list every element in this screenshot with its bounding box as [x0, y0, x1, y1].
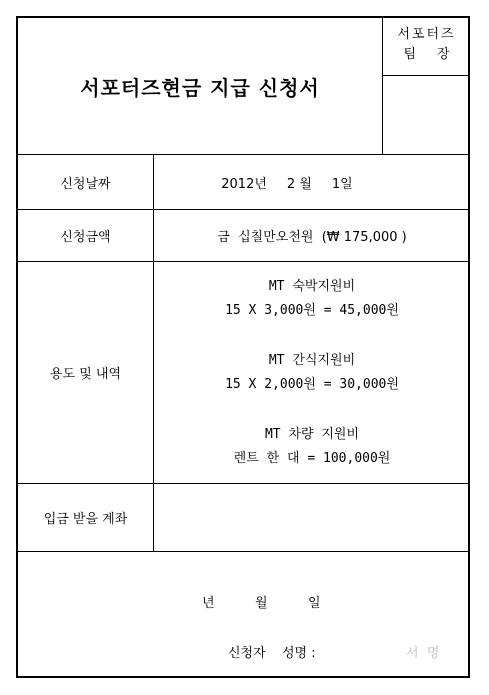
applicant-name-label: 성명 : [282, 646, 316, 661]
usage-item-calc: 렌트 한 대 = 100,000원 [233, 450, 391, 466]
usage-item-name: MT 차량 지원비 [264, 426, 360, 442]
approval-signature-box[interactable] [383, 76, 470, 154]
amount-value[interactable]: 금 십칠만오천원 (₩ 175,000 ) [217, 230, 407, 245]
date-day: 1일 [331, 176, 353, 192]
form-title: 서포터즈현금 지급 신청서 [80, 75, 320, 100]
date-label: 신청날짜 [60, 176, 111, 192]
footer-year: 년 [202, 596, 215, 611]
usage-item-name: MT 숙박지원비 [268, 278, 356, 294]
account-label: 입금 받을 계좌 [43, 512, 128, 527]
date-value[interactable] [154, 155, 470, 209]
approval-label-line2 [383, 42, 470, 62]
usage-label: 용도 및 내역 [49, 367, 122, 382]
account-value[interactable] [154, 484, 470, 551]
footer-day: 일 [308, 596, 321, 611]
amount-label: 신청금액 [60, 230, 111, 245]
applicant-label: 신청자 [228, 646, 266, 661]
date-month: 2 월 [286, 176, 312, 192]
approval-label-team: 팀 [403, 46, 417, 62]
usage-details[interactable] [154, 262, 470, 483]
date-year: 2012년 [221, 176, 267, 192]
approval-label-leader: 장 [436, 46, 450, 62]
application-form [16, 16, 470, 678]
signature-placeholder[interactable]: 서 명 [406, 646, 440, 661]
usage-item-calc: 15 X 2,000원 = 30,000원 [225, 376, 399, 392]
usage-item-calc: 15 X 3,000원 = 45,000원 [225, 302, 399, 318]
footer-month: 월 [255, 596, 268, 611]
footer-area [18, 552, 470, 678]
usage-item-name: MT 간식지원비 [268, 352, 356, 368]
approval-label-line1: 서포터즈 [397, 26, 456, 42]
